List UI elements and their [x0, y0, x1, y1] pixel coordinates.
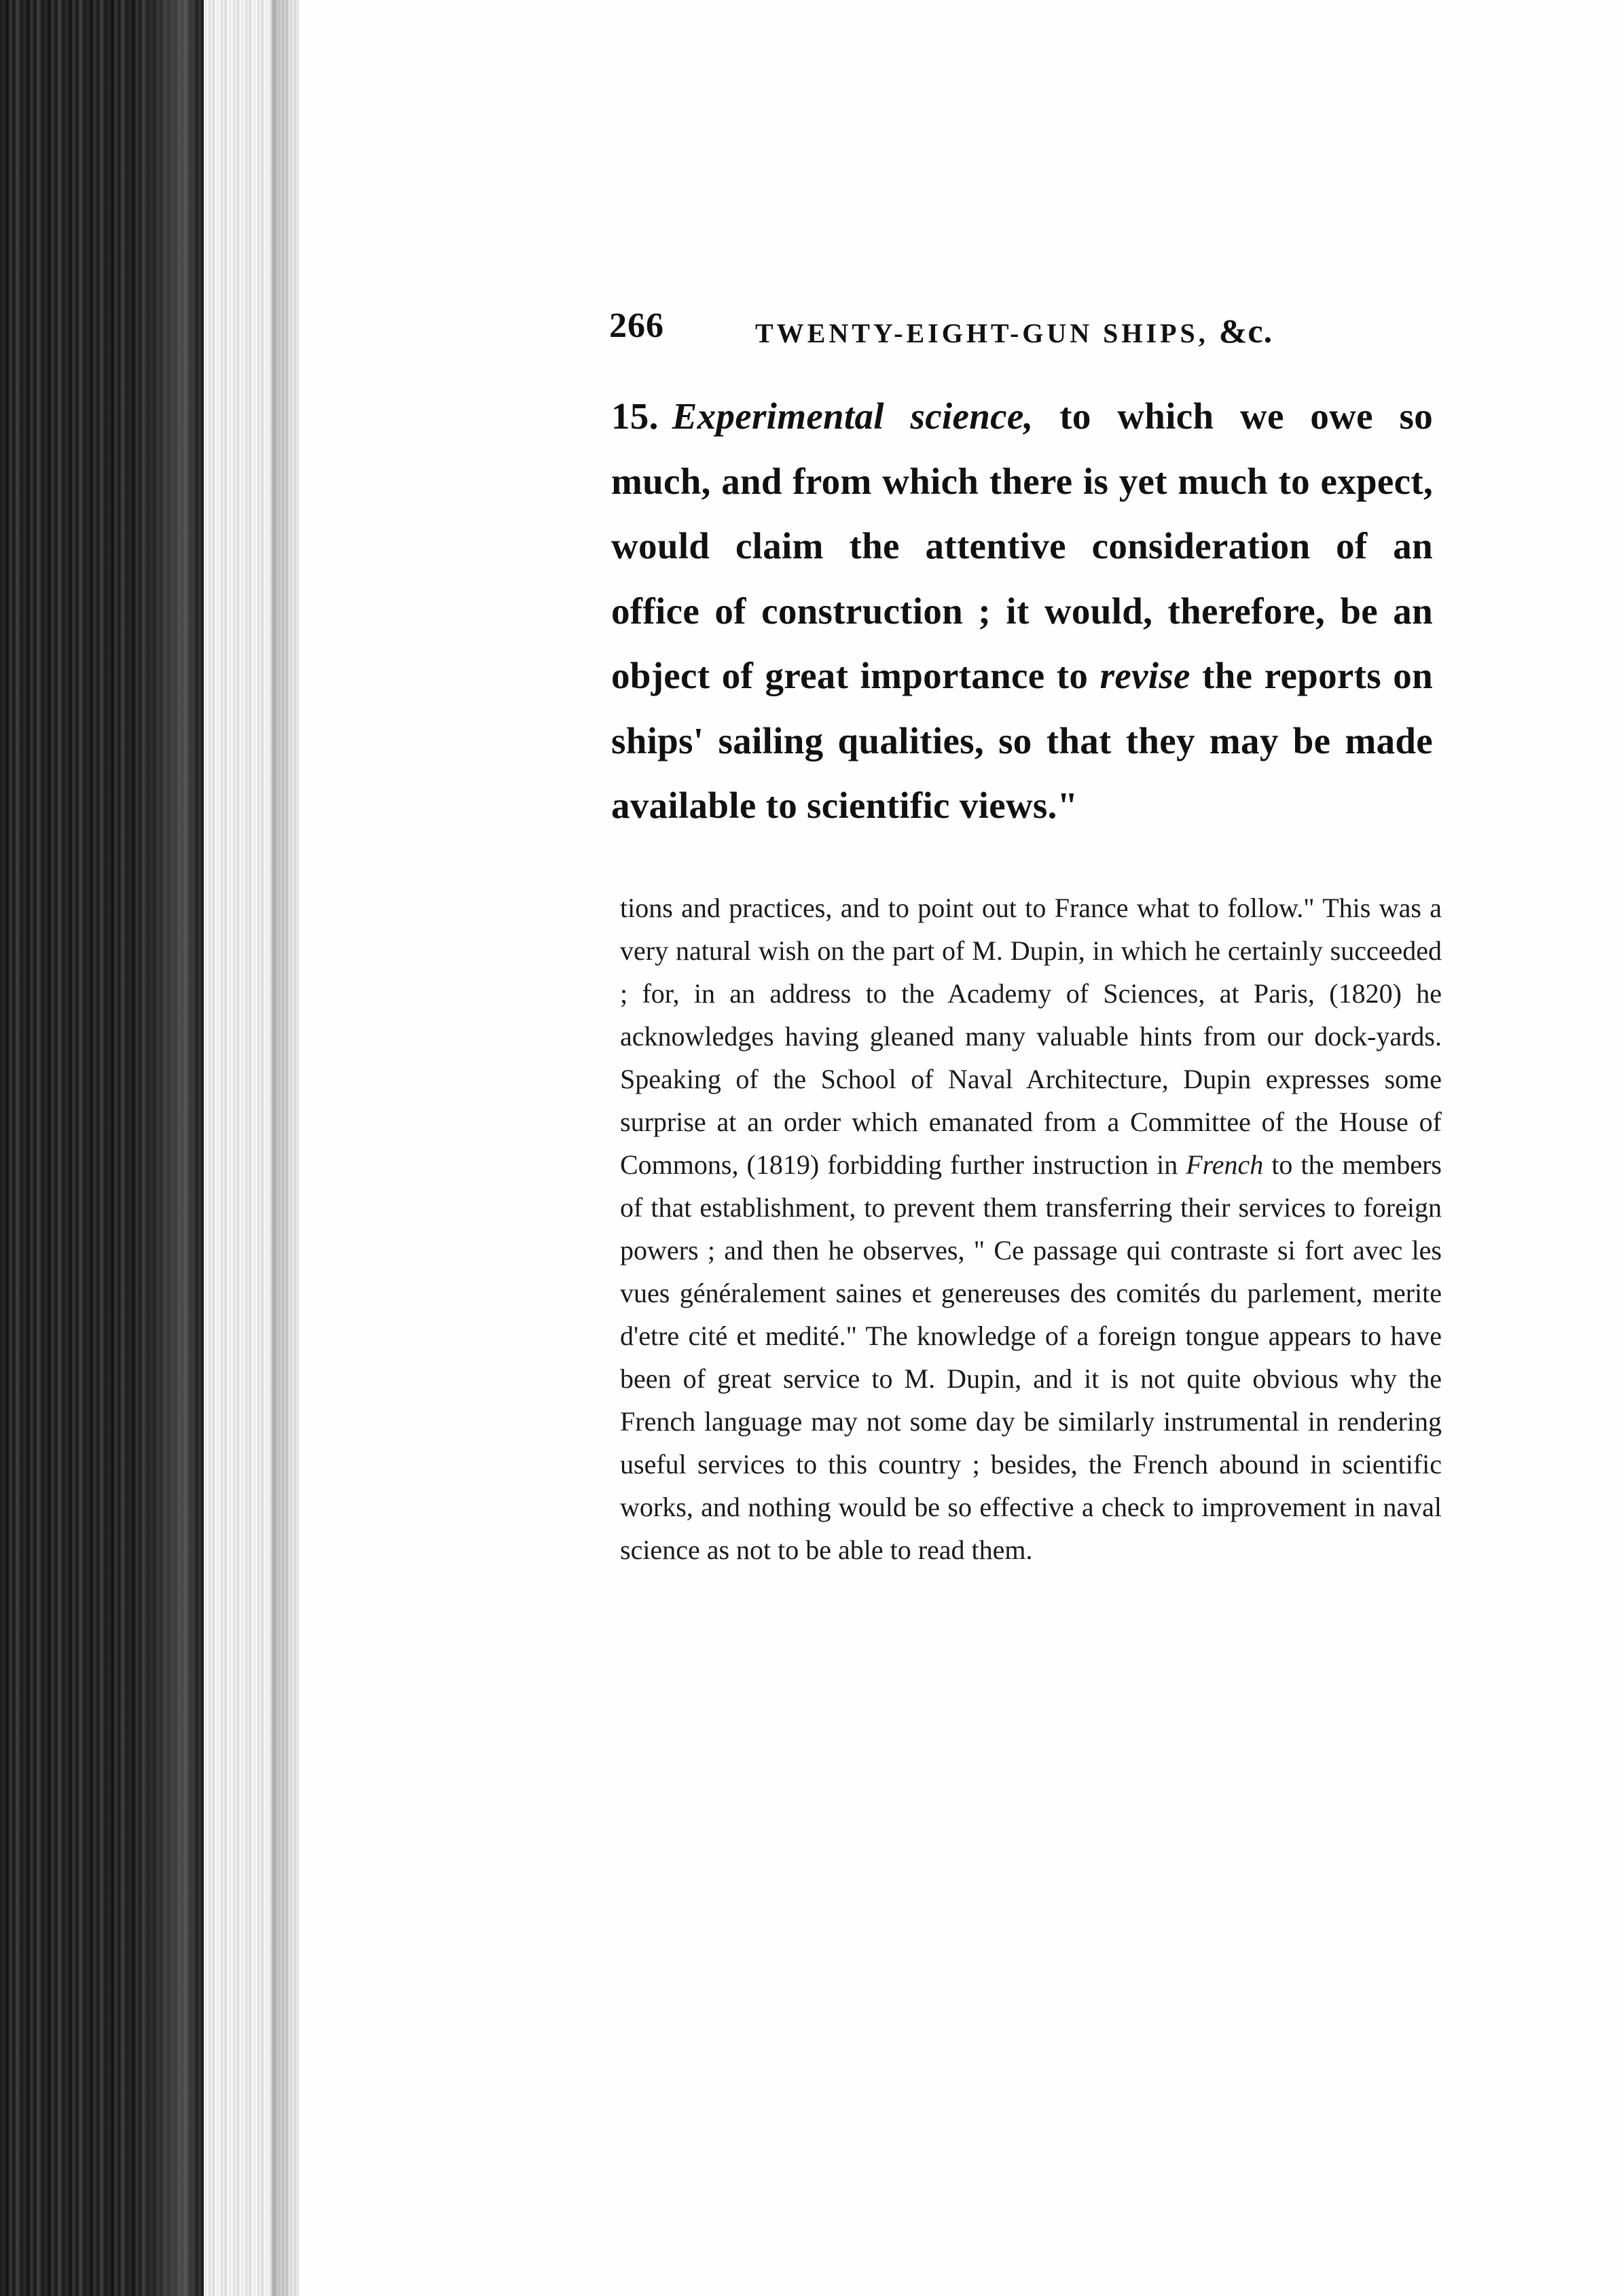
- gutter-shadow: [272, 0, 299, 2296]
- footnote-italic: French: [1186, 1149, 1264, 1180]
- paragraph-number: 15.: [611, 395, 659, 437]
- italic-word: revise: [1099, 655, 1190, 696]
- footnote-text-2: to the members of that establishment, to prevent them transferring their services to foreign powers ; and then he observes, " Ce passage qui contraste si fort avec les vues généralement saines et genereuses des comités du parlement, merite d'etre cité et medité." The knowledge of a foreign tongue appears to have been of great service to M. Dupin, and it is not quite obvious why the French language may not some day be similarly instrumental in rendering useful services to this country ; besides, the French abound in scientific works, and nothing would be so effective a check to improvement in naval science as not to be able to read them.: [620, 1149, 1442, 1565]
- page-header: [609, 299, 1444, 353]
- quoted-paragraph: [611, 384, 1433, 838]
- quote-text-2: the reports on ships' sailing qualities, so that they may be made available to scientific views.": [611, 655, 1433, 826]
- book-binding: [0, 0, 204, 2296]
- running-head-suffix: &c.: [1218, 312, 1273, 350]
- footnote-text-1: tions and practices, and to point out to France what to follow." This was a very natural wish on the part of M. Dupin, in which he certainly succeeded ; for, in an address to the Academy of Sciences, at Paris, (1820) he acknowledges having gleaned many valuable hints from our dock-yards. Speaking of the School of Naval Architecture, Dupin expresses some surprise at an order which emanated from a Committee of the House of Commons, (1819) forbidding further instruction in: [620, 893, 1442, 1180]
- italic-lead: Experimental science,: [672, 395, 1034, 437]
- page-number: 266: [609, 306, 664, 345]
- quote-text-1: to which we owe so much, and from which there is yet much to expect, would claim the attentive consideration of an office of construction ; it would, therefore, be an object of great importance to: [611, 395, 1433, 696]
- running-head-title: TWENTY-EIGHT-GUN SHIPS,: [755, 318, 1209, 348]
- footnote-paragraph: [620, 886, 1442, 1571]
- running-head: [755, 311, 1273, 351]
